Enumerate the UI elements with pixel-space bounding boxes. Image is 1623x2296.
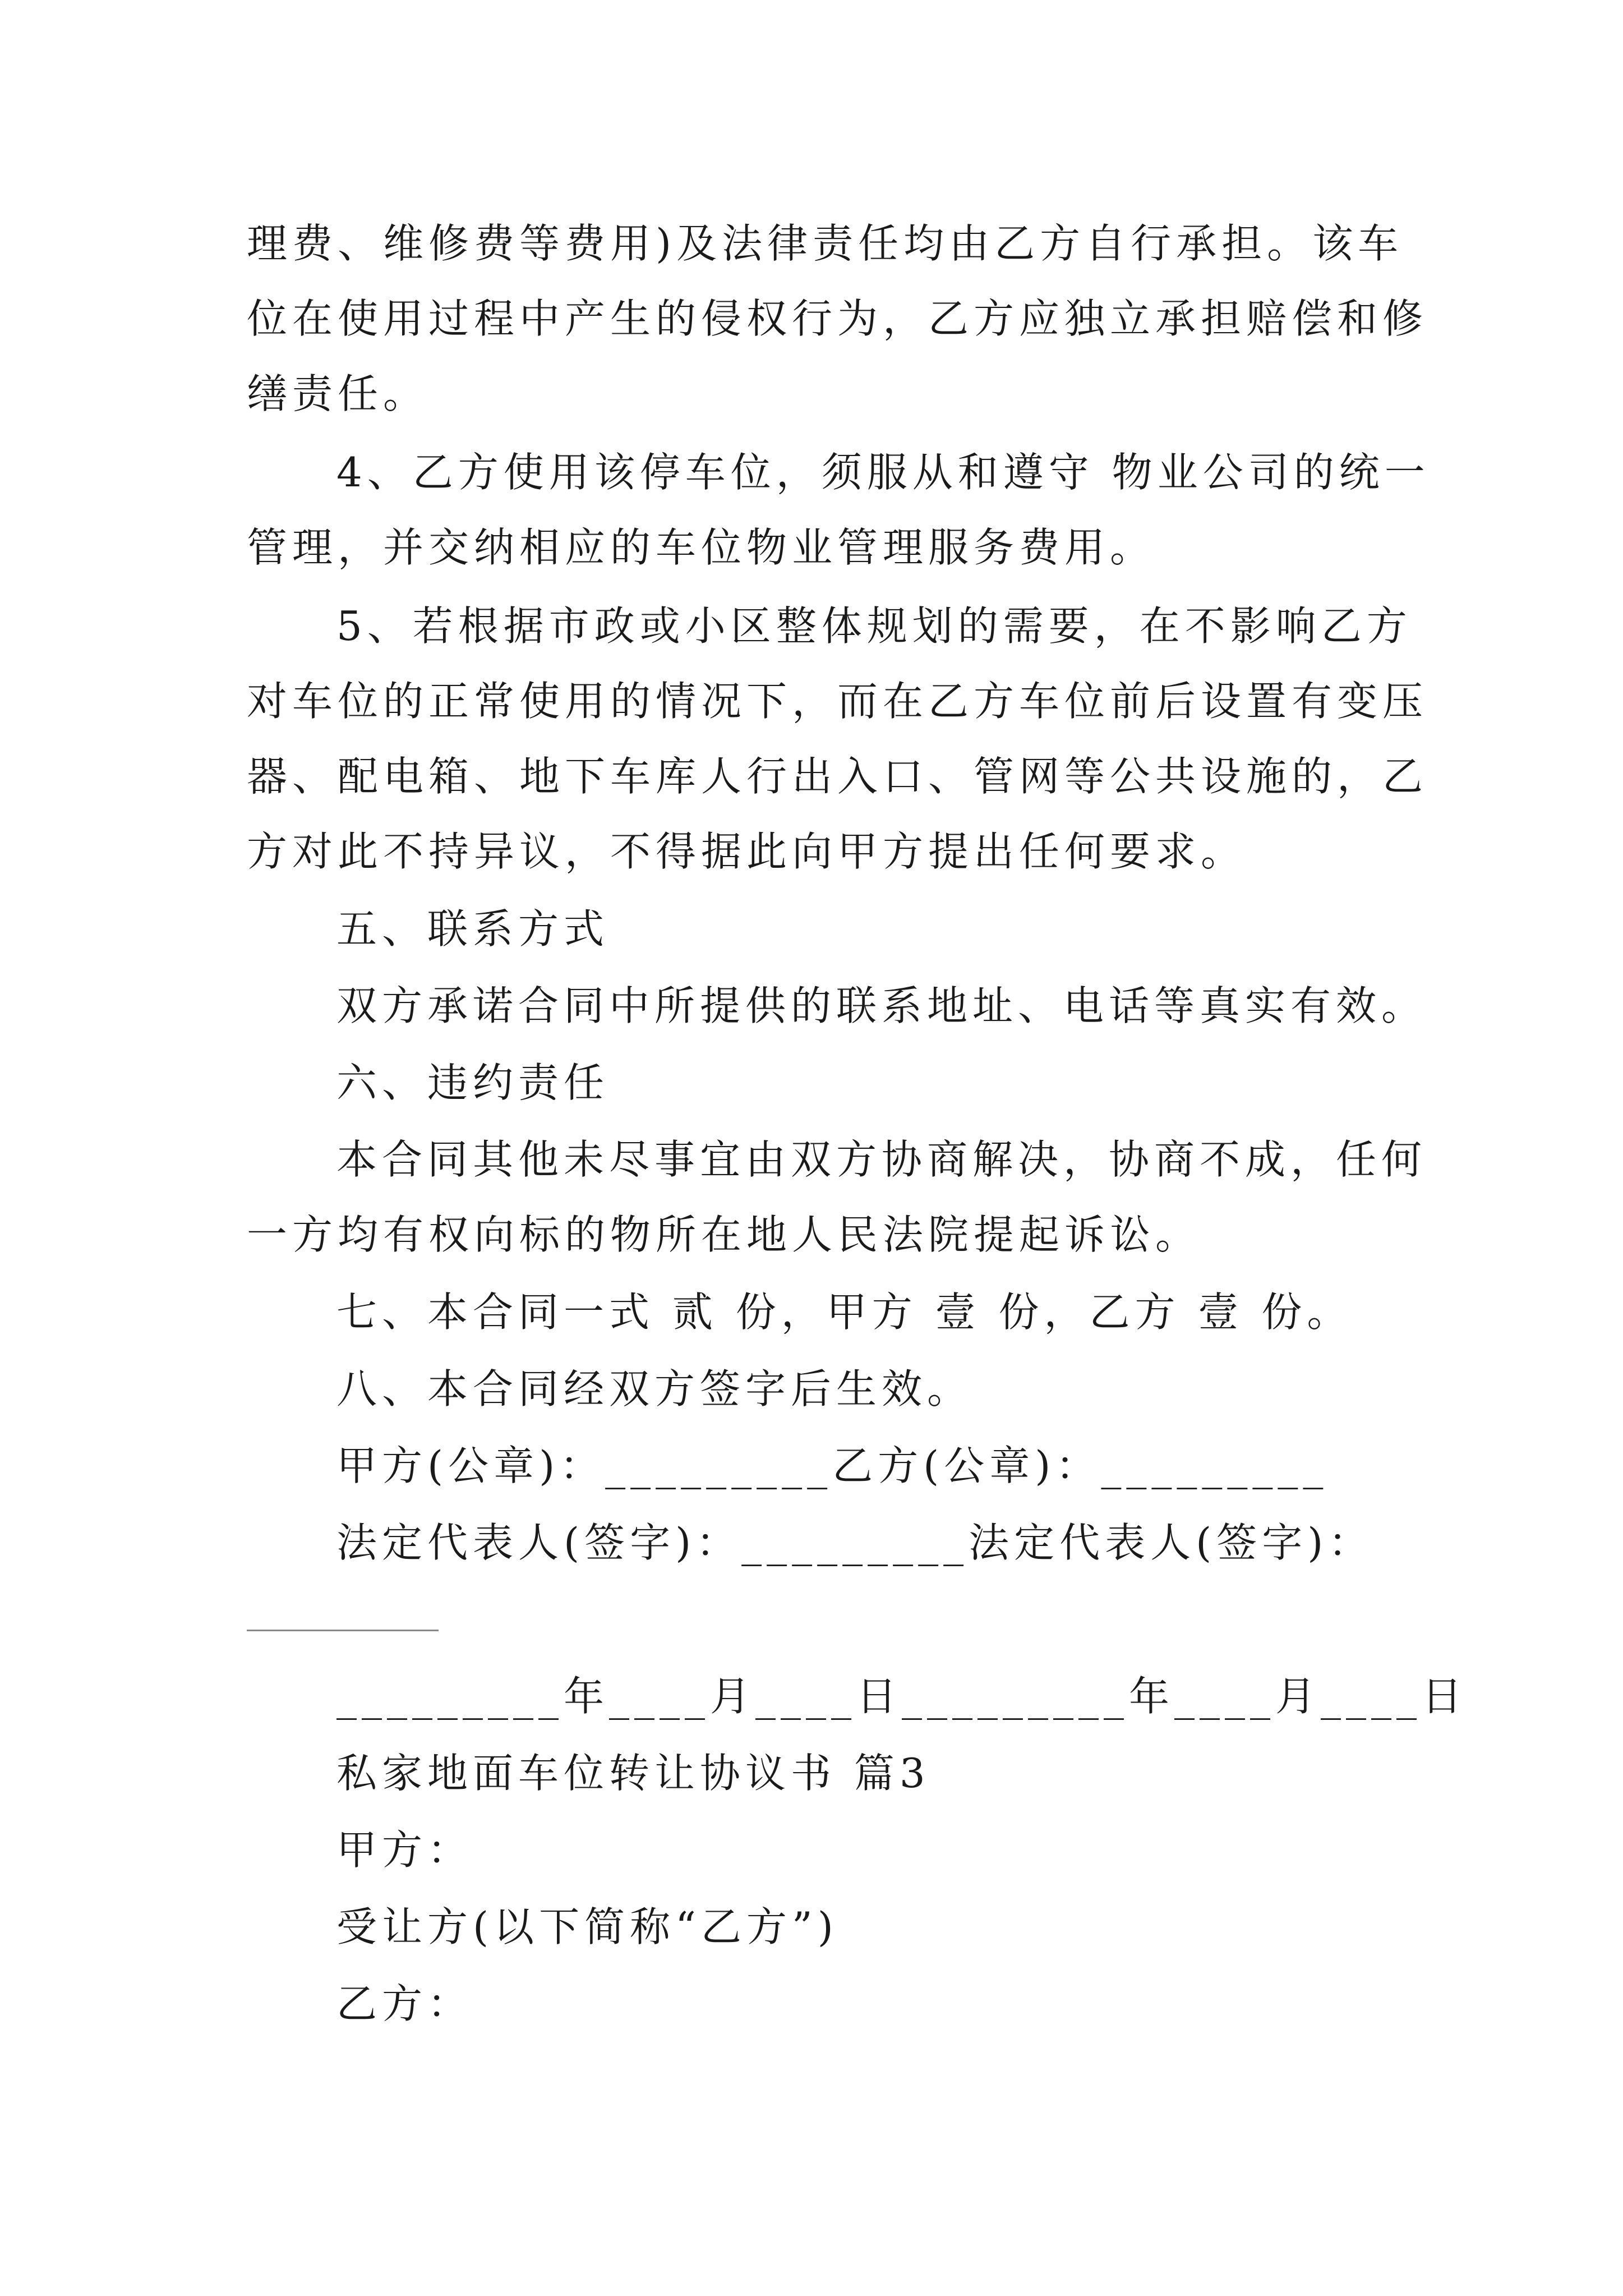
section-5-heading: 五、联系方式 (336, 905, 610, 953)
party-a-label: 甲方： (336, 1826, 473, 1874)
section-5-body: 双方承诺合同中所提供的联系地址、电话等真实有效。 (336, 982, 1427, 1029)
agreement-3-title: 私家地面车位转让协议书 篇3 (336, 1750, 930, 1797)
signature-blank-rule (247, 1630, 439, 1631)
clause-5-line-4: 方对此不持异议，不得据此向甲方提出任何要求。 (247, 828, 1247, 875)
date-line: _________年____月____日_________年____月____日 (336, 1673, 1467, 1720)
signature-line: 法定代表人(签字)：_________法定代表人(签字)： (336, 1519, 1374, 1566)
section-6-heading: 六、违约责任 (336, 1059, 610, 1106)
paragraph-3-line-3: 缮责任。 (247, 370, 429, 417)
seal-line: 甲方(公章)：_________乙方(公章)：_________ (336, 1442, 1329, 1489)
clause-5-line-3: 器、配电箱、地下车库人行出入口、管网等公共设施的，乙 (247, 753, 1428, 800)
clause-4-line-1: 4、乙方使用该停车位，须服从和遵守 物业公司的统一 (336, 449, 1430, 496)
paragraph-3-line-2: 位在使用过程中产生的侵权行为，乙方应独立承担赔偿和修 (247, 295, 1428, 342)
party-b-label: 乙方： (336, 1980, 473, 2027)
section-6-body-line-2: 一方均有权向标的物所在地人民法院提起诉讼。 (247, 1211, 1201, 1258)
clause-4-line-2: 管理，并交纳相应的车位物业管理服务费用。 (247, 524, 1156, 571)
clause-5-line-2: 对车位的正常使用的情况下，而在乙方车位前后设置有变压 (247, 678, 1428, 725)
section-8-text: 八、本合同经双方签字后生效。 (336, 1365, 973, 1412)
paragraph-3-line-1: 理费、维修费等费用)及法律责任均由乙方自行承担。该车 (247, 220, 1404, 267)
section-7-text: 七、本合同一式 贰 份，甲方 壹 份，乙方 壹 份。 (336, 1289, 1353, 1336)
section-6-body-line-1: 本合同其他未尽事宜由双方协商解决，协商不成，任何 (336, 1136, 1427, 1183)
transferee-label: 受让方(以下简称“乙方”) (336, 1903, 838, 1950)
clause-5-line-1: 5、若根据市政或小区整体规划的需要，在不影响乙方 (336, 602, 1412, 650)
